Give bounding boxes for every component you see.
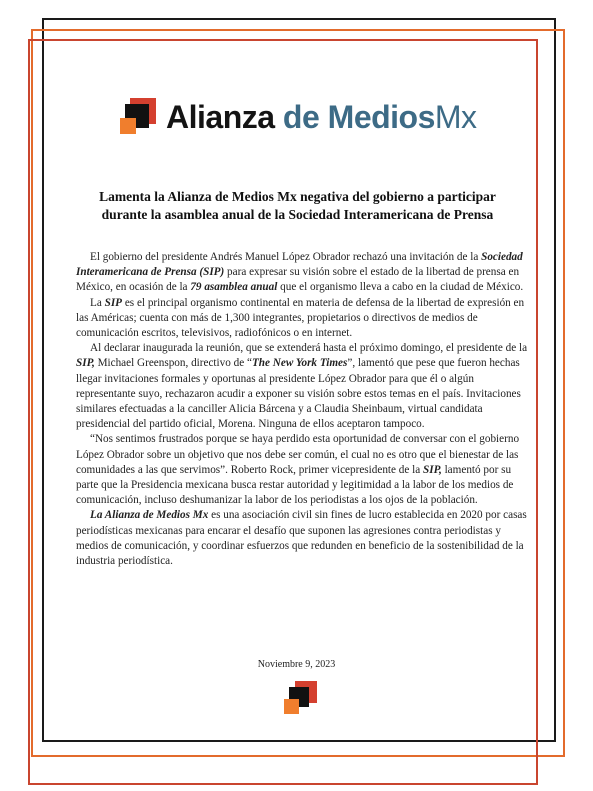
p1-sip-name: Sociedad Interamericana de Prensa (SIP) xyxy=(76,251,523,279)
p4-text-a: “Nos sentimos frustrados porque se haya perdido esta oportunidad de conversar con el gobierno López Obrador sobre un objetivo que nos debe ser común, el cual no es otro que el bienestar de las comunidades a las que servimos”. Roberto Rock, primer vicepresidente de la xyxy=(76,433,520,476)
paragraph-3 xyxy=(76,341,528,432)
article-body xyxy=(76,250,528,569)
p2-sip: SIP xyxy=(104,296,123,309)
logo-wordmark xyxy=(166,99,477,136)
p1-text-e: que el organismo lleva a cabo en la ciudad de México. xyxy=(277,281,524,294)
p1-asamblea: 79 asamblea anual xyxy=(190,281,278,294)
document-date: Noviembre 9, 2023 xyxy=(257,659,336,670)
logo-square-orange xyxy=(120,118,136,134)
p3-nyt: The New York Times xyxy=(251,357,348,370)
paragraph-2 xyxy=(76,296,528,342)
logo-word-alianza: Alianza xyxy=(166,98,283,135)
p3-text-e: ”, lamentó que pese que fueron hechas llegar invitaciones formales y oportunas al presidente López Obrador para que él o algún representante suyo, rechazaron acudir a exponer su visión sobre estos temas en el país. Invitaciones similares efectuadas a la canciller Alicia Bárcena y a Claudia Sheinbaum, virtual candidata presidencial del partido oficial, Morena. Ninguna de ellos aceptaron tampoco. xyxy=(76,357,521,431)
paragraph-1 xyxy=(76,250,528,296)
p5-text-b: es una asociación civil sin fines de lucro establecida en 2020 por casas periodísticas mexicanas para encarar el desafío que suponen las agresiones contra periodistas y medios de comunicación, y coordinar esfuerzos que redunden en beneficio de la sostenibilidad de la industria periodística. xyxy=(76,509,527,568)
p3-text-c: Michael Greenspon, directivo de “ xyxy=(94,357,252,370)
p4-text-c: lamentó por su parte que la Presidencia mexicana busca restar autoridad y legitimidad a la labor de los medios de comunicación, incluso deshumanizar la labor de los periodistas a los ojos de la población. xyxy=(76,463,514,507)
paragraph-4 xyxy=(76,432,528,508)
logo-word-de-medios: de Medios xyxy=(282,98,435,135)
p2-text-a: La xyxy=(90,296,105,309)
p4-sip: SIP, xyxy=(423,463,442,476)
p3-sip: SIP, xyxy=(76,357,95,370)
logo-word-mx: Mx xyxy=(434,98,477,135)
p3-text-a: Al declarar inaugurada la reunión, que se extenderá hasta el próximo domingo, el presidente de la xyxy=(90,342,528,355)
p1-text-c: para expresar su visión sobre el estado de la libertad de prensa en México, en ocasión de la xyxy=(76,266,520,294)
headline-line-1: Lamenta la Alianza de Medios Mx negativa del gobierno a participar xyxy=(99,189,496,204)
footer-logo-mark-icon xyxy=(284,681,320,717)
logo-mark-icon xyxy=(120,98,156,136)
headline xyxy=(70,188,525,224)
p1-text-a: El gobierno del presidente Andrés Manuel López Obrador rechazó una invitación de la xyxy=(90,251,482,263)
header-logo xyxy=(120,96,477,138)
p2-text-c: es el principal organismo continental en materia de defensa de la libertad de expresión en las Américas; cuenta con más de 1,300 integrantes, propietarios o directivos de medios de comunicación escritos, televisivos, radiofónicos o en internet. xyxy=(76,296,525,340)
footer-square-orange xyxy=(284,699,299,714)
paragraph-5 xyxy=(76,508,528,569)
p5-alianza: La Alianza de Medios Mx xyxy=(90,509,209,522)
headline-line-2: durante la asamblea anual de la Sociedad Interamericana de Prensa xyxy=(101,207,494,222)
